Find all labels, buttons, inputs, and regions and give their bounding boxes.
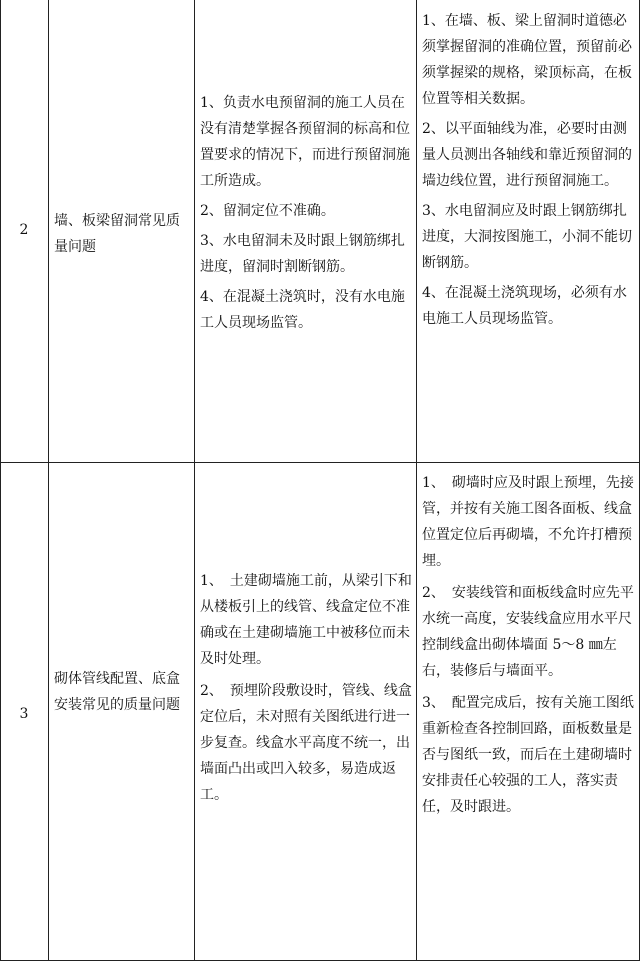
measure-item: 1、 砌墙时应及时跟上预埋，先接管，并按有关施工图各面板、线盒位置定位后再砌墙，不允许打槽预埋。	[422, 475, 634, 569]
cause-list	[200, 568, 412, 808]
column-divider	[48, 0, 49, 961]
measure-item: 2、 安装线管和面板线盒时应先平水统一高度，安装线盒应用水平尺控制线盒出砌体墙面 5～8 ㎜左右，装修后与墙面平。	[422, 585, 634, 679]
issue-title	[54, 208, 188, 260]
measure-item: 4、在混凝土浇筑现场，必须有水电施工人员现场监管。	[422, 285, 627, 327]
row-number: 2	[19, 222, 29, 238]
measure-item: 3、水电留洞应及时跟上钢筋绑扎进度，大洞按图施工，小洞不能切断钢筋。	[422, 203, 632, 271]
column-divider	[416, 0, 417, 961]
column-divider	[194, 0, 195, 961]
cause-item: 3、水电留洞未及时跟上钢筋绑扎进度，留洞时割断钢筋。	[200, 233, 405, 275]
measure-item: 1、在墙、板、梁上留洞时道德必须掌握留洞的准确位置，预留前必须掌握梁的规格，梁顶标高，在板位置等相关数据。	[422, 13, 632, 107]
measure-list	[422, 8, 634, 332]
issue-title	[54, 666, 188, 718]
measure-list	[422, 470, 634, 820]
column-divider	[0, 0, 1, 961]
cause-item: 4、在混凝土浇筑时，没有水电施工人员现场监管。	[200, 289, 405, 331]
measure-item: 2、以平面轴线为准，必要时由测量人员测出各轴线和靠近预留洞的墙边线位置，进行预留洞施工。	[422, 121, 632, 189]
cause-list	[200, 90, 412, 336]
issue-text: 墙、板梁留洞常见质量问题	[54, 213, 180, 255]
cause-item: 2、留洞定位不准确。	[200, 203, 335, 219]
row-number: 3	[19, 706, 29, 722]
cause-item: 2、 预埋阶段敷设时，管线、线盒定位后，未对照有关图纸进行进一步复查。线盒水平高度不统一，出墙面凸出或凹入较多，易造成返工。	[200, 683, 412, 803]
cause-item: 1、 土建砌墙施工前，从梁引下和从楼板引上的线管、线盒定位不准确或在土建砌墙施工中被移位而未及时处理。	[200, 573, 412, 667]
cause-item: 1、负责水电预留洞的施工人员在没有清楚掌握各预留洞的标高和位置要求的情况下，而进行预留洞施工所造成。	[200, 95, 410, 189]
measure-item: 3、 配置完成后，按有关施工图纸重新检查各控制回路，面板数量是否与图纸一致，而后在土建砌墙时安排责任心较强的工人，落实责任，及时跟进。	[422, 695, 634, 815]
row-divider	[0, 462, 640, 463]
issue-text: 砌体管线配置、底盒安装常见的质量问题	[54, 671, 180, 713]
